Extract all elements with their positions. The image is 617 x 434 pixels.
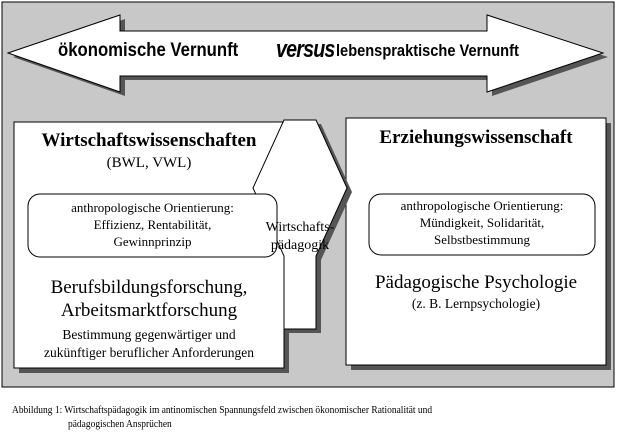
- right-orientation-line1: Mündigkeit, Solidarität,: [419, 215, 545, 230]
- left-research-line1: Berufsbildungsforschung,: [50, 277, 248, 298]
- left-task-line2: zukünftiger beruflicher Anforderungen: [44, 345, 254, 360]
- banner-center-label: versus: [276, 36, 335, 63]
- right-psych-title: Pädagogische Psychologie: [374, 272, 578, 293]
- left-orientation-heading: anthropologische Orientierung:: [71, 200, 234, 215]
- left-box-title: Wirtschaftswissenschaften: [41, 130, 257, 151]
- center-label-line1: Wirtschafts-: [265, 220, 335, 235]
- left-orientation-line1: Effizienz, Rentabilität,: [93, 217, 212, 232]
- left-orientation-line2: Gewinnprinzip: [113, 234, 192, 249]
- banner-right-label: lebenspraktische Vernunft: [336, 41, 519, 60]
- left-box-subtitle: (BWL, VWL): [106, 155, 192, 171]
- figure-caption-line2: pädagogischen Ansprüchen: [68, 418, 172, 430]
- right-box-title: Erziehungswissenschaft: [379, 127, 573, 148]
- left-research-line2: Arbeitsmarktforschung: [60, 300, 238, 321]
- figure-caption-line1: Abbildung 1: Wirtschaftspädagogik im antinomischen Spannungsfeld zwischen ökonomischer Rationalität und: [12, 404, 433, 416]
- right-orientation-line2: Selbstbestimmung: [433, 232, 531, 247]
- banner-left-label: ökonomische Vernunft: [58, 40, 239, 61]
- right-psych-example: (z. B. Lernpsychologie): [411, 296, 541, 311]
- left-task-line1: Bestimmung gegenwärtiger und: [62, 327, 236, 342]
- right-orientation-heading: anthropologische Orientierung:: [400, 198, 564, 213]
- center-label-line2: pädagogik: [270, 238, 330, 253]
